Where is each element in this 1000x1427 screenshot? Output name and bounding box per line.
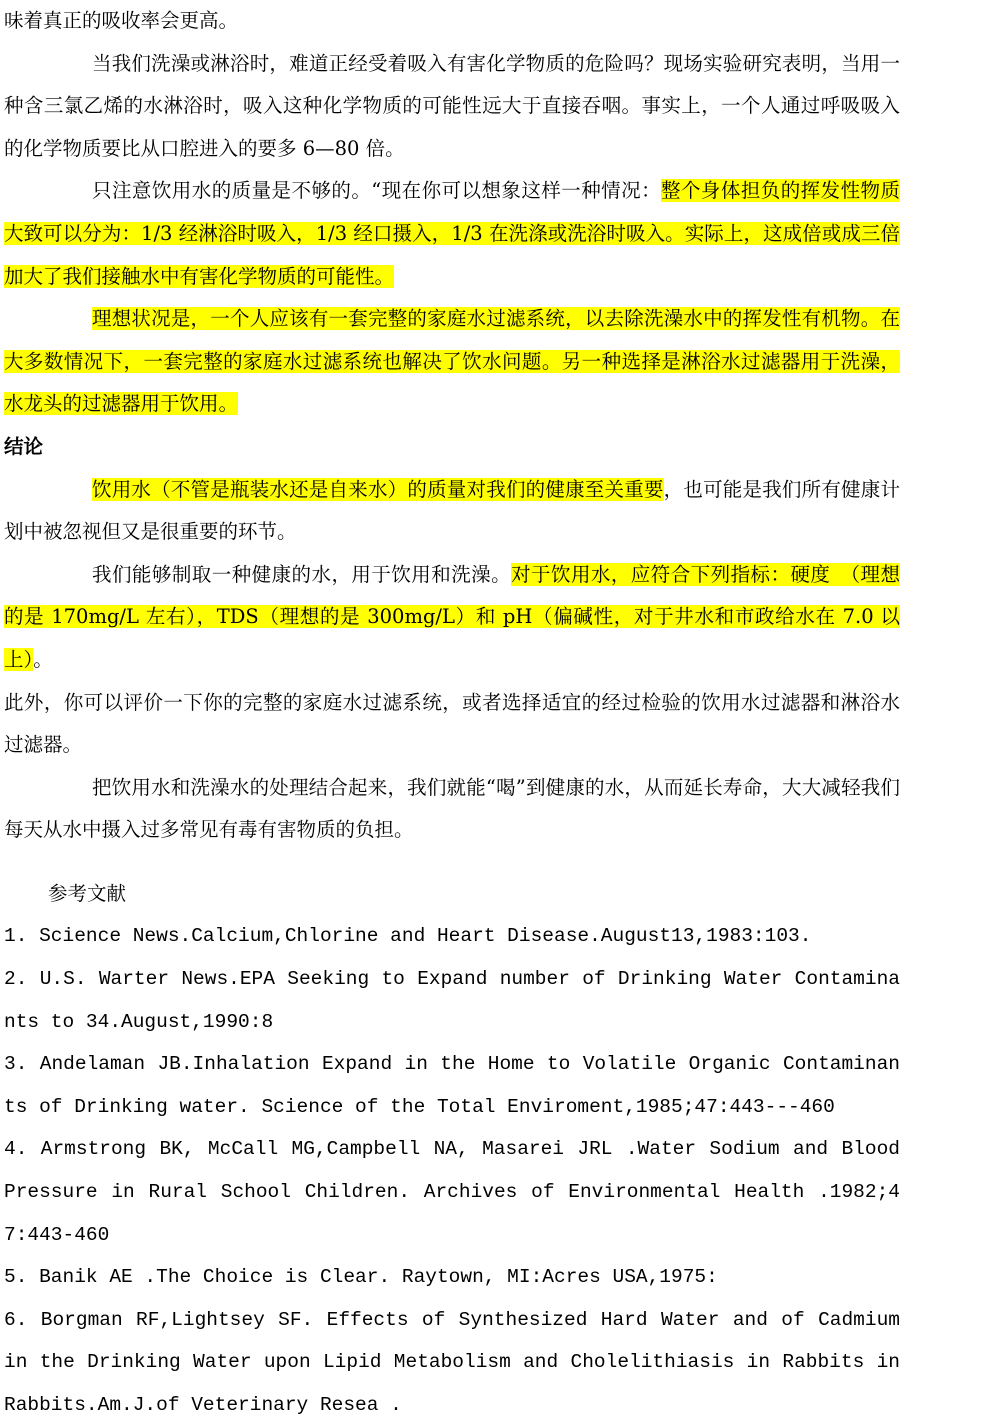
paragraph-conclusion-indicators — [4, 554, 900, 682]
highlight-ideal-filtration: 理想状况是，一个人应该有一套完整的家庭水过滤系统，以去除洗澡水中的挥发性有机物。在大多数情况下，一套完整的家庭水过滤系统也解决了饮水问题。另一种选择是淋浴水过滤器用于洗澡，水龙头的过滤器用于饮用。 — [4, 307, 900, 416]
references-title: 参考文献 — [48, 881, 127, 905]
reference-item: 1. Science News.Calcium,Chlorine and Heart Disease.August13,1983:103. — [4, 925, 812, 948]
reference-item: 2. U.S. Warter News.EPA Seeking to Expand number of Drinking Water Contaminants to 34.August,1990:8 — [4, 968, 900, 1033]
document-page — [4, 0, 900, 1427]
reference-item: 4. Armstrong BK, McCall MG,Campbell NA, Masarei JRL .Water Sodium and Blood Pressure in Rural School Children. Archives of Environmental Health .1982;47:443-460 — [4, 1138, 900, 1246]
section-heading-conclusion: 结论 — [4, 434, 44, 458]
paragraph-conclusion-evaluate: 此外，你可以评价一下你的完整的家庭水过滤系统，或者选择适宜的经过检验的饮用水过滤器和淋浴水过滤器。 — [4, 690, 900, 757]
paragraph-indicators-text: 我们能够制取一种健康的水，用于饮用和洗澡。 — [92, 562, 512, 586]
paragraph-absorption: 味着真正的吸收率会更高。 — [4, 9, 239, 32]
paragraph-volatile-exposure — [4, 170, 900, 298]
paragraph-volatile-text: 只注意饮用水的质量是不够的。“现在你可以想象这样一种情况： — [92, 179, 662, 203]
paragraph-conclusion-quality-text: ，也可能是我们所有健康计划中被忽视但又是很重要的环节。 — [4, 477, 900, 544]
highlight-water-quality: 饮用水（不管是瓶装水还是自来水）的质量对我们的健康至关重要 — [92, 477, 664, 501]
paragraph-ideal-filtration — [4, 298, 900, 426]
paragraph-indicators-end: 。 — [33, 647, 53, 671]
paragraph-shower-inhalation: 当我们洗澡或淋浴时，难道正经受着吸入有害化学物质的危险吗？现场实验研究表明，当用一种含三氯乙烯的水淋浴时，吸入这种化学物质的可能性远大于直接吞咽。事实上，一个人通过呼吸吸入的化学物质要比从口腔进入的要多 6—80 倍。 — [4, 51, 900, 160]
reference-item: 6. Borgman RF,Lightsey SF. Effects of Synthesized Hard Water and of Cadmium in the Drinking Water upon Lipid Metabolism and Cholelithiasis in Rabbits in Rabbits.Am.J.of Veterinary Resea . — [4, 1308, 900, 1416]
highlight-volatile-distribution: 整个身体担负的挥发性物质大致可以分为：1/3 经淋浴时吸入，1/3 经口摄入，1/3 在洗涤或洗浴时吸入。实际上，这成倍或成三倍加大了我们接触水中有害化学物质的可能性。 — [4, 179, 900, 288]
highlight-water-indicators: 对于饮用水，应符合下列指标：硬度 （理想的是 170mg/L 左右），TDS（理想的是 300mg/L）和 pH（偏碱性，对于井水和市政给水在 7.0 以上） — [4, 562, 900, 671]
reference-item: 5. Banik AE .The Choice is Clear. Raytown, MI:Acres USA,1975: — [4, 1266, 718, 1289]
reference-item: 3. Andelaman JB.Inhalation Expand in the Home to Volatile Organic Contaminants of Drinking water. Science of the Total Enviroment,1985;47:443---460 — [4, 1053, 900, 1118]
paragraph-conclusion-quality — [4, 469, 900, 554]
paragraph-conclusion-combine: 把饮用水和洗澡水的处理结合起来，我们就能“喝”到健康的水，从而延长寿命，大大减轻我们每天从水中摄入过多常见有毒有害物质的负担。 — [4, 775, 900, 842]
